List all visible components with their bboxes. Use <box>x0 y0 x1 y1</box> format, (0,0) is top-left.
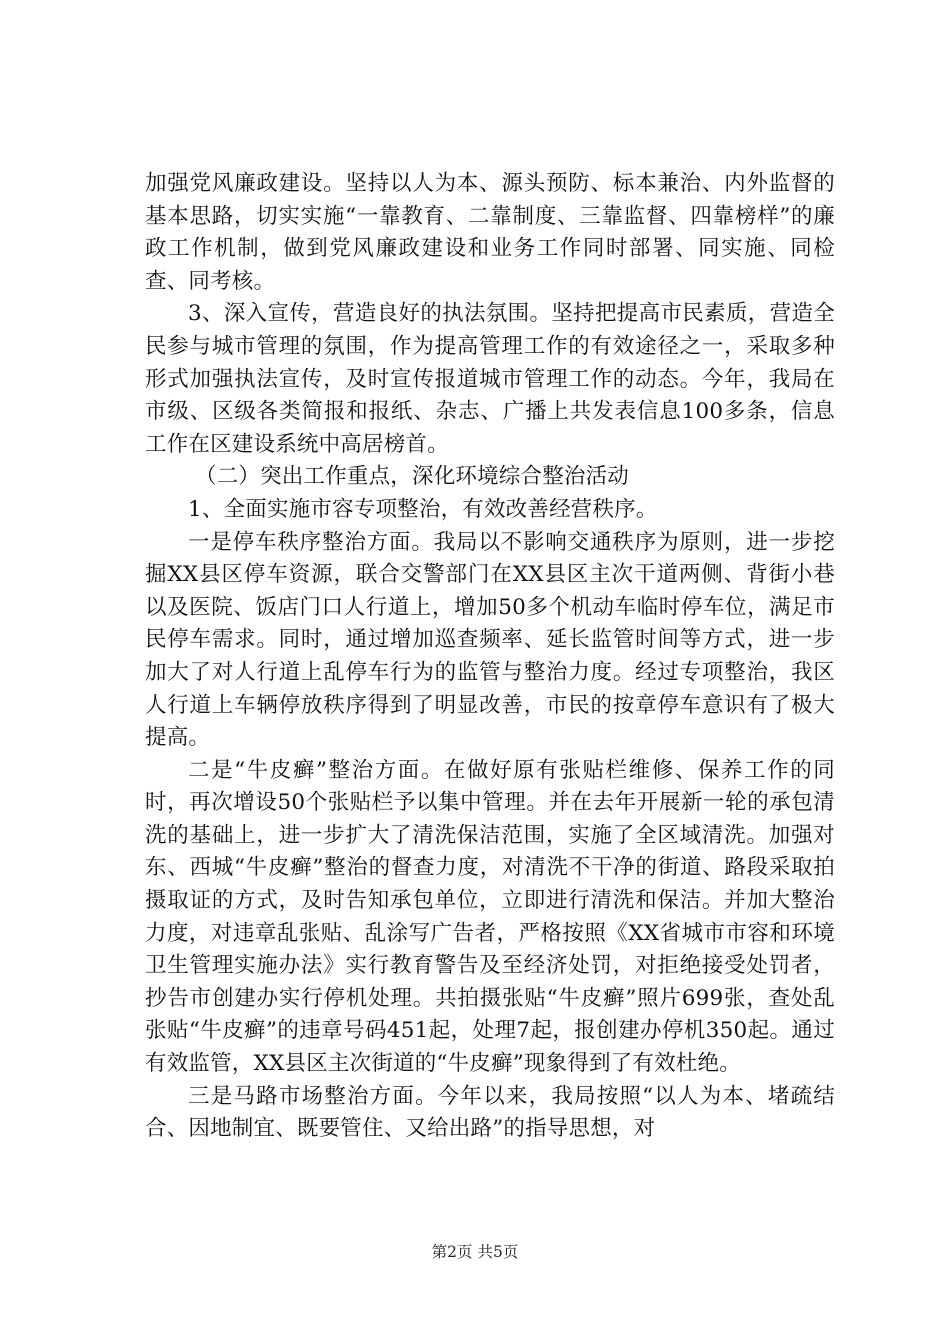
paragraph-publicity: 3、深入宣传，营造良好的执法氛围。坚持把提高市民素质，营造全民参与城市管理的氛围，作为提高管理工作的有效途径之一，采取多种形式加强执法宣传，及时宣传报道城市管理工作的动态。今年，我局在市级、区级各类简报和报纸、杂志、广播上共发表信息100多条，信息工作在区建设系统中高居榜首。 <box>145 301 835 457</box>
document-body <box>145 168 835 1146</box>
page-number-footer: 第2页 共5页 <box>431 1243 519 1261</box>
subsection-heading-1: 1、全面实施市容专项整治，有效改善经营秩序。 <box>188 496 658 522</box>
paragraph-illegal-ads: 二是“牛皮癣”整治方面。在做好原有张贴栏维修、保养工作的同时，再次增设50个张贴栏予以集中管理。并在去年开展新一轮的承包清洗的基础上，进一步扩大了清洗保洁范围，实施了全区域清洗。加强对东、西城“牛皮癣”整治的督查力度，对清洗不干净的街道、路段采取拍摄取证的方式，及时告知承包单位，立即进行清洗和保洁。并加大整治力度，对违章乱张贴、乱涂写广告者，严格按照《XX省城市市容和环境卫生管理实施办法》实行教育警告及至经济处罚，对拒绝接受处罚者，抄告市创建办实行停机处理。共拍摄张贴“牛皮癣”照片699张，查处乱张贴“牛皮癣”的违章号码451起，处理7起，报创建办停机350起。通过有效监管，XX县区主次街道的“牛皮癣”现象得到了有效杜绝。 <box>145 757 835 1077</box>
section-heading-2: （二）突出工作重点，深化环境综合整治活动 <box>195 464 630 490</box>
paragraph-street-market: 三是马路市场整治方面。今年以来，我局按照“以人为本、堵疏结合、因地制宜、既要管住、又给出路”的指导思想，对 <box>145 1083 835 1142</box>
paragraph-party-integrity: 加强党风廉政建设。坚持以人为本、源头预防、标本兼治、内外监督的基本思路，切实实施“一靠教育、二靠制度、三靠监督、四靠榜样”的廉政工作机制，做到党风廉政建设和业务工作同时部署、同实施、同检查、同考核。 <box>145 171 835 294</box>
paragraph-parking: 一是停车秩序整治方面。我局以不影响交通秩序为原则，进一步挖掘XX县区停车资源，联合交警部门在XX县区主次干道两侧、背街小巷以及医院、饭店门口人行道上，增加50多个机动车临时停车位，满足市民停车需求。同时，通过增加巡查频率、延长监管时间等方式，进一步加大了对人行道上乱停车行为的监管与整治力度。经过专项整治，我区人行道上车辆停放秩序得到了明显改善，市民的按章停车意识有了极大提高。 <box>145 529 835 751</box>
